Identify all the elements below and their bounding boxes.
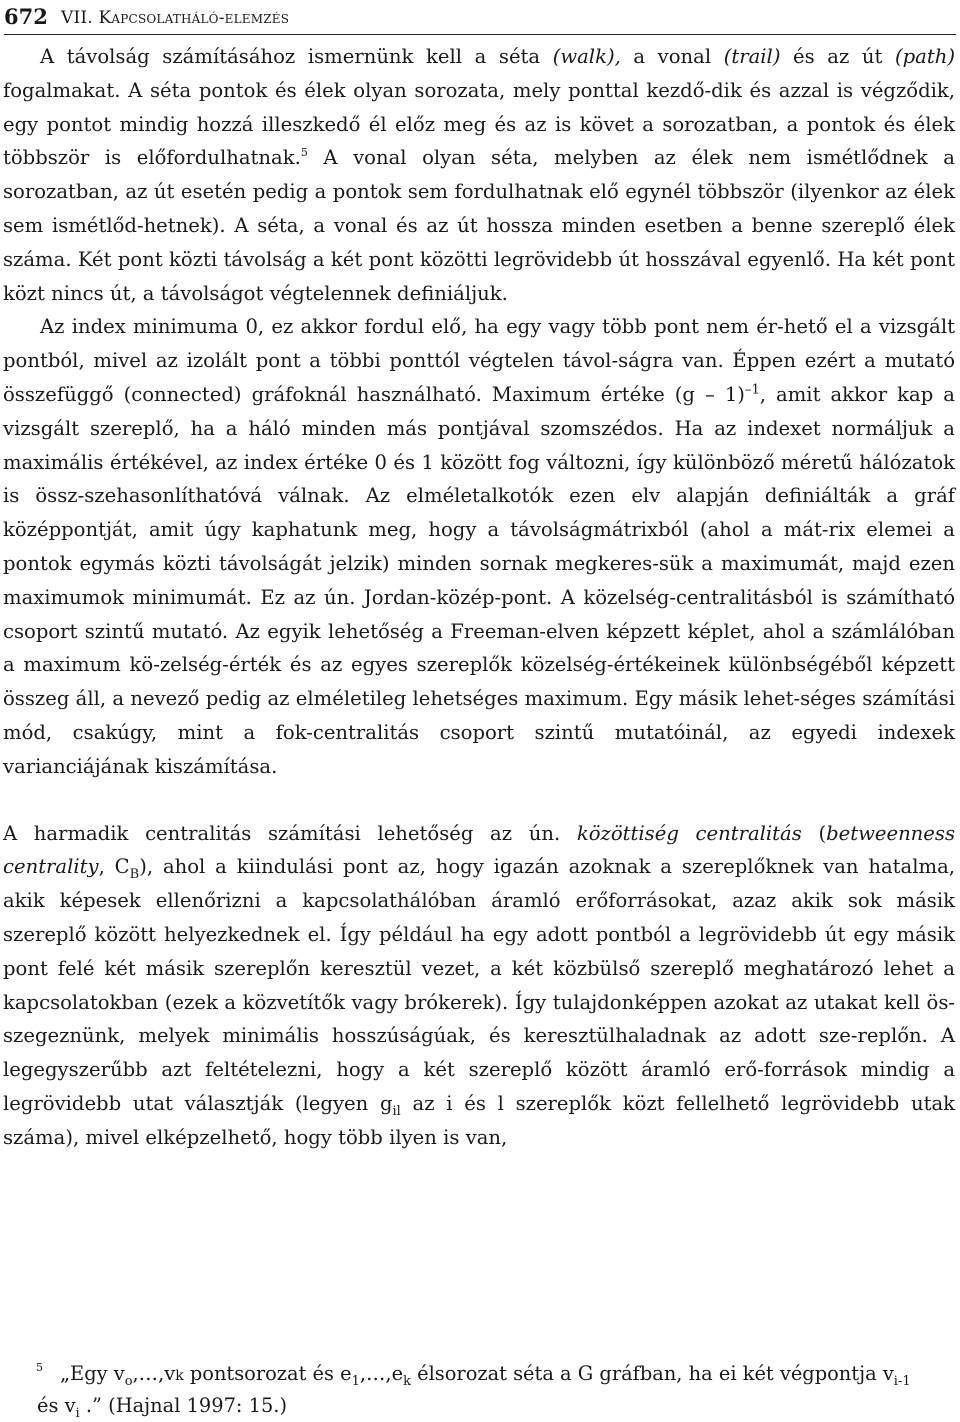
text-run: „Egy v (60, 1362, 125, 1385)
paragraph-betweenness-centrality (3, 817, 955, 1155)
chapter-title (61, 3, 289, 33)
footnote-line (3, 1391, 955, 1420)
term-trail: (trail) (723, 45, 781, 68)
subscript-il: il (392, 1103, 401, 1119)
text-run: A távolság számításához ismernünk kell a séta (40, 45, 553, 68)
subscript-b: B (129, 867, 140, 883)
subscript: k (403, 1373, 411, 1389)
term-betweenness-hu: közöttiség centralitás (576, 821, 802, 845)
term-path: (path) (895, 45, 956, 68)
small-k: k (175, 1368, 184, 1384)
exponent: –1 (744, 382, 760, 398)
text-run: a vonal (620, 45, 724, 68)
text-run: ,…,v (132, 1362, 176, 1385)
text-run: , amit akkor kap a vizsgált szereplő, ha a háló minden más pontjával szomszédos. Ha az indexet normáljuk a maximális értékével, az index értéke 0 és 1 között fog változni, így különböző méretű hálózatok is össz-szehasonlíthatóvá válnak. Az elméletalkotók ezen elv alapján definiálták a gráf középpontját, amit úgy kaphatunk meg, hogy a távolságmátrixból (ahol a mát-rix elemei a pontok egymás közti távolságát jelzik) minden sornak megkeres-sük a maximumát, majd ezen maximumok minimumát. Ez az ún. Jordan-közép-pont. A közelség-centralitásból is számítható csoport szintű mutató. Az egyik lehetőség a Freeman-elven képzett képlet, ahol a számlálóban a maximum kö-zelség-érték és az egyes szereplők közelség-értékeinek különbségéből képzett összeg áll, a nevező pedig az elméletileg lehetséges maximum. Egy másik lehet-séges számítási mód, csakúgy, mint a fok-centralitás csoport szintű mutatóinál, az egyedi indexek varianciájának kiszámítása. (3, 382, 955, 778)
chapter-title-initial: K (98, 8, 112, 28)
text-run: ,…,e (359, 1362, 404, 1385)
subscript: o (124, 1373, 133, 1389)
paragraph-walk-trail-path (3, 40, 955, 310)
chapter-prefix: VII. (61, 8, 99, 28)
footnote-line (3, 1359, 955, 1391)
text-run: A vonal olyan séta, melyben az élek nem ismétlődnek a sorozatban, az út esetén pedig a pontok sem fordulhatnak elő egynél többször (ilyenkor az élek sem ismétlőd-hetnek). A séta, a vonal és az út hossza minden esetben a benne szereplő élek száma. Két pont közti távolság a két pont közötti legrövidebb út hosszával egyenlő. Ha két pont közt nincs út, a távolságot végtelennek definiáljuk. (3, 146, 955, 305)
body-text (3, 40, 955, 1155)
footnote (3, 1359, 955, 1420)
paragraph-index-minimum (3, 310, 955, 783)
subscript: i-1 (893, 1373, 911, 1389)
chapter-title-rest: apcsolatháló-elemzés (111, 8, 290, 28)
text-run: A harmadik centralitás számítási lehetőség az ún. (3, 821, 577, 845)
text-run: fogalmakat. A séta pontok és élek olyan sorozata, mely ponttal kezdő-dik és azzal is végződik, egy pontot mindig hozzá illeszkedő él előz meg és az is követ a sorozatban, a pontok és élek többször is előfordulhatnak. (3, 78, 955, 170)
text-run: .” (Hajnal 1997: 15.) (79, 1394, 288, 1417)
text-run: pontsorozat és e (183, 1362, 352, 1385)
text-run: és az út (780, 45, 895, 68)
text-run: , C (98, 855, 130, 879)
term-betweenness-en: betweenness centrality (3, 821, 956, 879)
text-run: Az index minimuma 0, ez akkor fordul elő, ha egy vagy több pont nem ér-hető el a vizsgált pontból, mivel az izolált pont a többi ponttól végtelen távol-ságra van. Éppen ezért a mutató összefüggő (connected) gráfoknál használható. Maximum értéke (g – 1) (3, 315, 955, 406)
text-run: és v (37, 1394, 76, 1417)
page-number: 672 (4, 4, 48, 29)
text-run: ), ahol a kiindulási pont az, hogy igazán azoknak a szereplőknek van hatalma, akik képesek ellenőrizni a kapcsolathálóban áramló erőforrásokat, azaz akik sok másik szereplő között helyezkednek el. Így például ha egy adott pontból a legrövidebb út egy másik pont felé két másik szereplőn keresztül vezet, a két közbülső szereplő meghatározó lehet a kapcsolatokban (ezek a közvetítők vagy brókerek). Így tulajdonképpen azokat az utakat kell ös-szegeznünk, melyek minimális hosszúságúak, és keresztülhaladnak az adott sze-replőn. A legegyszerűbb azt feltételezni, hogy a két szereplő között áramló erő-források mindig a legrövidebb utat választják (legyen g (3, 855, 955, 1115)
footnote-reference[interactable]: 5 (300, 146, 308, 160)
term-walk: (walk), (552, 45, 621, 68)
text-run: az i és l szereplők közt fellelhető legrövidebb utak száma), mivel elképzelhető, hogy több ilyen is van, (3, 1091, 955, 1149)
text-run: élsorozat séta a G gráfban, ha ei két végpontja v (410, 1362, 894, 1385)
running-header (4, 2, 956, 35)
subscript: i (75, 1405, 80, 1421)
footnote-mark: 5 (36, 1361, 43, 1374)
subscript: 1 (351, 1373, 360, 1389)
text-run: ( (801, 821, 827, 845)
